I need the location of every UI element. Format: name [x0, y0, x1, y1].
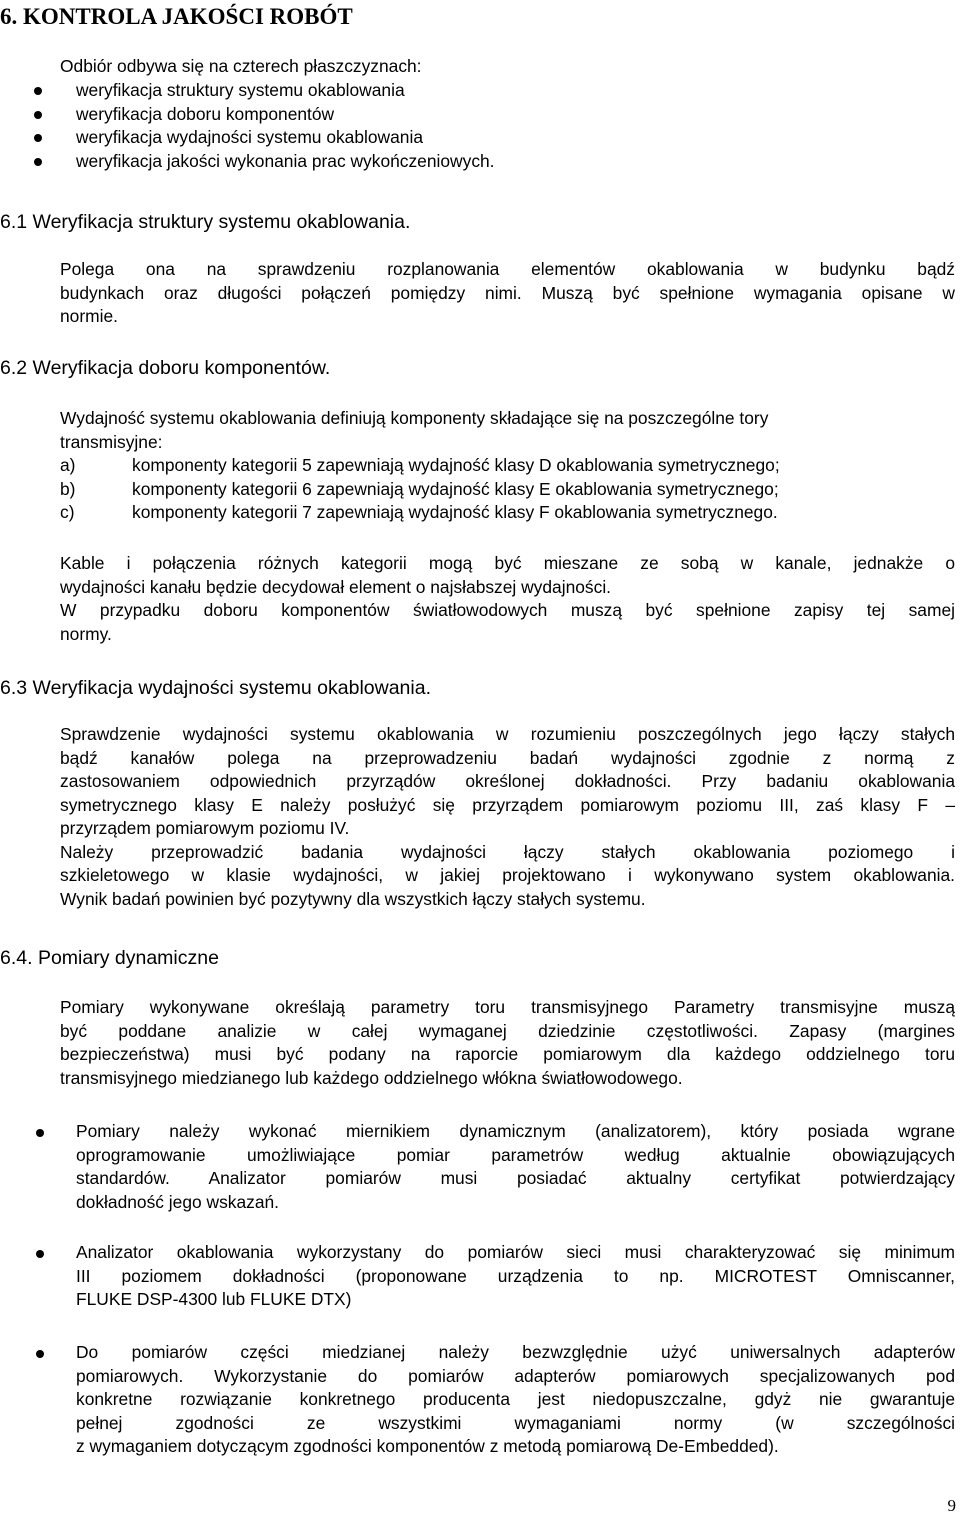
bullet-item	[76, 1241, 955, 1312]
enum-item: b) komponenty kategorii 6 zapewniają wydajność klasy E okablowania symetrycznego;	[60, 478, 955, 502]
text-line: standardów. Analizator pomiarów musi posiadać aktualny certyfikat potwierdzający	[76, 1168, 955, 1188]
enum-item: a) komponenty kategorii 5 zapewniają wydajność klasy D okablowania symetrycznego;	[60, 454, 955, 478]
text-line: transmisyjne:	[60, 431, 163, 452]
text-line: Sprawdzenie wydajności systemu okablowania w rozumieniu poszczególnych jego łączy stałych	[60, 724, 955, 744]
list-item: weryfikacja jakości wykonania prac wykończeniowych.	[76, 150, 936, 174]
section-6-1-body	[60, 258, 955, 329]
bullet-icon	[34, 87, 42, 95]
bullet-icon	[34, 111, 42, 119]
text-line: zastosowaniem odpowiednich przyrządów określonej dokładności. Przy badaniu okablowania	[60, 771, 955, 791]
section-6-2-body	[60, 407, 955, 525]
text-line: FLUKE DSP-4300 lub FLUKE DTX)	[76, 1289, 352, 1309]
text-line: konkretne rozwiązanie konkretnego producenta jest niedopuszczalne, gdyż nie gwarantuje	[76, 1389, 955, 1409]
section-heading-6-2: 6.2 Weryfikacja doboru komponentów.	[0, 357, 331, 379]
text-line: transmisyjnego miedzianego lub każdego oddzielnego włókna światłowodowego.	[60, 1067, 683, 1088]
enum-label: b)	[60, 478, 76, 499]
text-line: W przypadku doboru komponentów światłowodowych muszą być spełnione zapisy tej samej	[60, 600, 955, 620]
section-heading-6-3: 6.3 Weryfikacja wydajności systemu okablowania.	[0, 677, 431, 699]
text-line: pomiarowych. Wykorzystanie do pomiarów adapterów pomiarowych specjalizowanych pod	[76, 1365, 955, 1386]
text-line: bezpieczeństwa) musi być podany na raporcie pomiarowym dla każdego oddzielnego toru	[60, 1044, 955, 1064]
text-line: Pomiary wykonywane określają parametry toru transmisyjnego Parametry transmisyjne muszą	[60, 997, 955, 1017]
section-heading-6-1: 6.1 Weryfikacja struktury systemu okablowania.	[0, 211, 411, 233]
bullet-icon	[34, 134, 42, 142]
enum-label: c)	[60, 502, 75, 522]
bullet-icon	[36, 1350, 44, 1358]
bullet-item	[76, 1120, 955, 1214]
text-line: Pomiary należy wykonać miernikiem dynamicznym (analizatorem), który posiada wgrane	[76, 1121, 955, 1141]
text-line: bądź kanałów polega na przeprowadzeniu badań wydajności zgodnie z normą z	[60, 747, 955, 768]
list-item: weryfikacja doboru komponentów	[76, 103, 936, 127]
list-item: weryfikacja struktury systemu okablowania	[76, 79, 936, 103]
text-line: symetrycznego klasy E należy posłużyć się przyrządem pomiarowym poziomu III, zaś klasy F –	[60, 794, 955, 815]
intro-list	[76, 79, 936, 173]
text-line: dokładność jego wskazań.	[76, 1191, 280, 1212]
section-6-3-body	[60, 723, 955, 911]
section-heading-6-4: 6.4. Pomiary dynamiczne	[0, 947, 219, 969]
list-item: weryfikacja wydajności systemu okablowania	[76, 126, 936, 150]
text-line: budynkach oraz długości połączeń pomiędzy nimi. Muszą być spełnione wymagania opisane w	[60, 282, 955, 303]
section-6-2-para	[60, 552, 955, 646]
intro-lead: Odbiór odbywa się na czterech płaszczyznach:	[60, 56, 422, 76]
text-line: Analizator okablowania wykorzystany do pomiarów sieci musi charakteryzować się minimum	[76, 1242, 955, 1262]
text-line: Należy przeprowadzić badania wydajności łączy stałych okablowania poziomego i	[60, 841, 955, 862]
text-line: być poddane analizie w całej wymaganej dziedzinie częstotliwości. Zapasy (margines	[60, 1020, 955, 1041]
text-line: Polega ona na sprawdzeniu rozplanowania elementów okablowania w budynku bądź	[60, 259, 955, 279]
enum-label: a)	[60, 455, 76, 475]
bullet-item	[76, 1341, 955, 1459]
text-line: normie.	[60, 306, 118, 326]
enum-item: c) komponenty kategorii 7 zapewniają wydajność klasy F okablowania symetrycznego.	[60, 501, 955, 525]
text-line: Kable i połączenia różnych kategorii mogą być mieszane ze sobą w kanale, jednakże o	[60, 553, 955, 573]
text-line: oprogramowanie umożliwiające pomiar parametrów według aktualnie obowiązujących	[76, 1144, 955, 1165]
page-number: 9	[947, 1496, 956, 1515]
text-line: pełnej zgodności ze wszystkimi wymaganiami normy (w szczególności	[76, 1412, 955, 1433]
text-line: przyrządem pomiarowym poziomu IV.	[60, 818, 350, 838]
intro-section	[60, 55, 940, 79]
text-line: z wymaganiem dotyczącym zgodności komponentów z metodą pomiarową De-Embedded).	[76, 1436, 779, 1456]
text-line: wydajności kanału będzie decydował element o najsłabszej wydajności.	[60, 576, 612, 597]
section-6-4-body	[60, 996, 955, 1090]
text-line: Wydajność systemu okablowania definiują komponenty składające się na poszczególne tory	[60, 408, 769, 428]
text-line: szkieletowego w klasie wydajności, w jakiej projektowano i wykonywano system okablowania.	[60, 865, 955, 885]
text-line: normy.	[60, 623, 112, 644]
bullet-icon	[34, 158, 42, 166]
bullet-icon	[36, 1129, 44, 1137]
text-line: Wynik badań powinien być pozytywny dla wszystkich łączy stałych systemu.	[60, 888, 646, 909]
text-line: III poziomem dokładności (proponowane urządzenia to np. MICROTEST Omniscanner,	[76, 1265, 955, 1286]
document-title: 6. KONTROLA JAKOŚCI ROBÓT	[0, 4, 353, 29]
text-line: Do pomiarów części miedzianej należy bezwzględnie użyć uniwersalnych adapterów	[76, 1342, 955, 1362]
bullet-icon	[36, 1250, 44, 1258]
